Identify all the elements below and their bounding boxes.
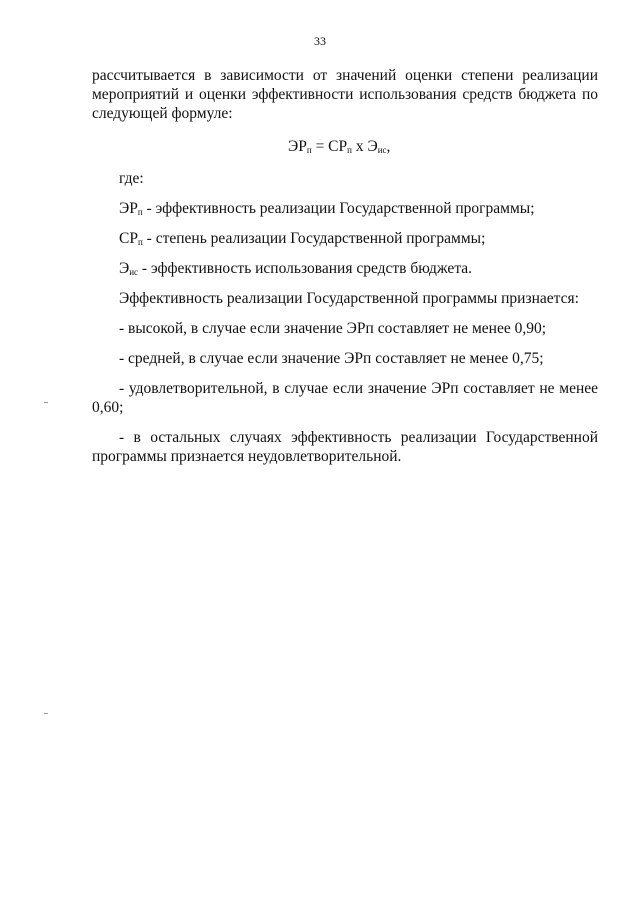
formula-lhs-sub: п xyxy=(306,145,312,155)
definition-symbol: СР xyxy=(119,230,138,247)
formula xyxy=(288,138,390,156)
definition-text: - эффективность использования средств бюджета. xyxy=(138,260,473,277)
definition-sub: ис xyxy=(129,267,139,277)
definition-sub: п xyxy=(137,207,143,217)
formula-lhs: ЭР xyxy=(288,138,307,155)
criterion-high: - высокой, в случае если значение ЭРп составляет не менее 0,90; xyxy=(119,320,547,337)
margin-mark xyxy=(44,402,48,403)
criterion-medium: - средней, в случае если значение ЭРп составляет не менее 0,75; xyxy=(119,350,544,367)
criterion-satisfactory-line-1: - удовлетворительной, в случае если значение ЭРп составляет не менее xyxy=(119,380,598,397)
intro-line-2: мероприятий и оценки эффективности использования средств бюджета по xyxy=(92,86,598,103)
formula-e-sub: ис xyxy=(377,145,387,155)
formula-end: , xyxy=(386,138,391,155)
margin-mark xyxy=(44,713,48,714)
formula-times: х Э xyxy=(351,138,378,155)
criterion-satisfactory-line-2: 0,60; xyxy=(92,399,124,416)
where-label: где: xyxy=(119,170,144,187)
criteria-intro: Эффективность реализации Государственной программы признается: xyxy=(119,290,579,307)
definition-text: - степень реализации Государственной программы; xyxy=(142,230,486,247)
definition-symbol: ЭР xyxy=(119,200,138,217)
intro-line-3: следующей формуле: xyxy=(92,105,233,122)
formula-equals: = СР xyxy=(311,138,348,155)
definition-er xyxy=(119,200,535,218)
definition-sr xyxy=(119,230,485,248)
definition-text: - эффективность реализации Государственной программы; xyxy=(142,200,535,217)
criterion-other-line-2: программы признается неудовлетворительной. xyxy=(92,448,402,465)
definition-sub: п xyxy=(137,237,143,247)
criterion-other-line-1: - в остальных случаях эффективность реализации Государственной xyxy=(119,429,598,446)
definition-eis xyxy=(119,260,472,278)
page-number: 33 xyxy=(314,34,326,48)
formula-sr-sub: п xyxy=(347,145,352,155)
definition-symbol: Э xyxy=(119,260,130,277)
intro-line-1: рассчитывается в зависимости от значений оценки степени реализации xyxy=(92,67,598,84)
